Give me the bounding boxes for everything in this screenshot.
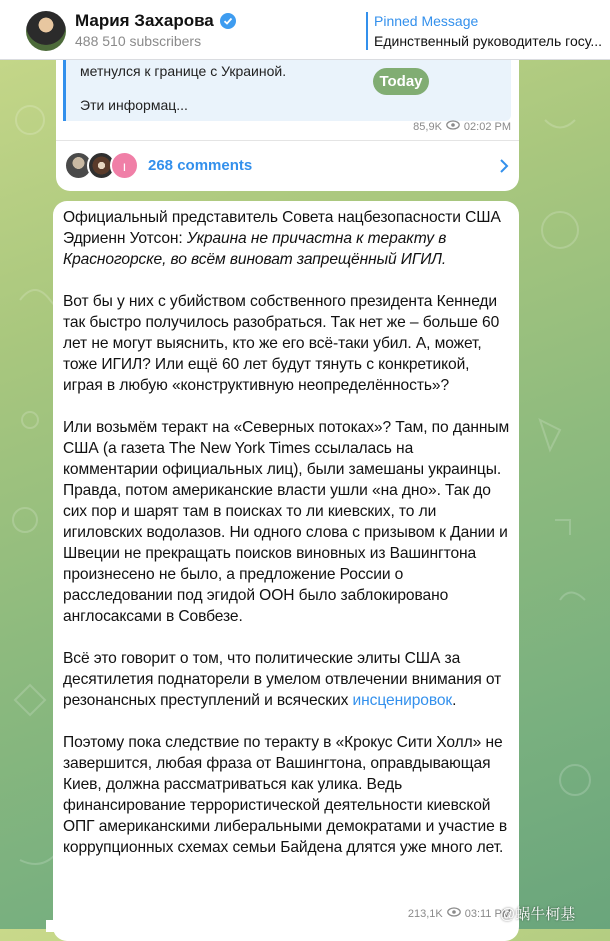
text-span: Официальный представитель Совета нацбезопасности США Эдриенн Уотсон:: [63, 209, 501, 247]
message-time: 02:02 PM: [463, 120, 511, 133]
quote-line: Эти информац...: [80, 97, 188, 113]
eye-icon: [447, 907, 461, 920]
message-bubble[interactable]: [53, 201, 519, 941]
italic-quote: Украина не причастна к теракту в Красногорске, во всём виноват запрещённый ИГИЛ.: [63, 230, 447, 268]
paragraph: Или возьмём теракт на «Северных потоках»? Там, по данным США (а газета The New York Times ссылалась на комментарии официальных лиц), были замешаны украинцы. Правда, потом американские власти ушли «на дно». Так до сих пор и шарят там в поисках то ли киевских, то ли игиловских водолазов. Ни одного слова с призывом к Дании и Швеции не прекращать поисков виновных из Вашингтона произнесено не было, а предложение России о расследовании под эгидой ООН было заблокировано англосаксами в Совбезе.: [63, 419, 510, 625]
channel-avatar[interactable]: [26, 11, 66, 51]
watermark: @蜗牛柯基: [500, 906, 576, 923]
view-count: 85,9K: [413, 120, 442, 133]
hyperlink[interactable]: инсценировок: [352, 692, 453, 709]
subscriber-count: 488 510 subscribers: [75, 33, 202, 49]
eye-icon: [446, 120, 460, 133]
pinned-message-text[interactable]: Единственный руководитель госу...: [374, 33, 602, 49]
channel-header: [0, 0, 610, 60]
message-meta: [408, 907, 511, 920]
text-span: .: [452, 692, 457, 709]
date-badge: Today: [373, 68, 429, 95]
text-span: Всё это говорит о том, что политические элиты США за десятилетия поднаторели в умелом отвлечении внимания от резонансных преступлений и всяческих: [63, 650, 502, 709]
channel-title[interactable]: [75, 11, 236, 31]
message-time: 03:11 PM: [464, 907, 511, 920]
pinned-message-title[interactable]: Pinned Message: [374, 13, 479, 29]
pinned-indicator-bar: [366, 12, 368, 50]
paragraph: Вот бы у них с убийством собственного президента Кеннеди так быстро получилось разобраться. Так нет же – больше 60 лет не могут выяснить, кто же его всё-таки убил. А, может, тоже ИГИЛ? Или ещё 60 лет будут тянуть с конкретикой, играя в любую «конструктивную неопределённость»?: [63, 293, 500, 394]
verified-icon: [220, 13, 236, 29]
paragraph: [63, 207, 511, 270]
quote-line: метнулся к границе с Украиной.: [80, 63, 287, 79]
view-count: 213,1K: [407, 907, 443, 920]
paragraph: [63, 648, 511, 711]
channel-name: Мария Захарова: [75, 11, 214, 30]
chevron-right-icon: [499, 158, 509, 179]
commenter-avatar: ı: [110, 151, 139, 180]
bubble-tail: [46, 920, 58, 932]
comments-count: 268 comments: [148, 157, 253, 174]
comments-button[interactable]: [56, 141, 519, 191]
message-text: [63, 207, 511, 879]
paragraph: Поэтому пока следствие по теракту в «Крокус Сити Холл» не завершится, любая фраза от Вашингтона, оправдывающая Киев, должна рассматриваться как улика. Ведь финансирование террористической деятельности киевской ОПГ американскими либеральными демократами и участие в коррупционных схемах семьи Байдена длятся уже много лет.: [63, 734, 508, 856]
message-meta: [413, 120, 511, 133]
